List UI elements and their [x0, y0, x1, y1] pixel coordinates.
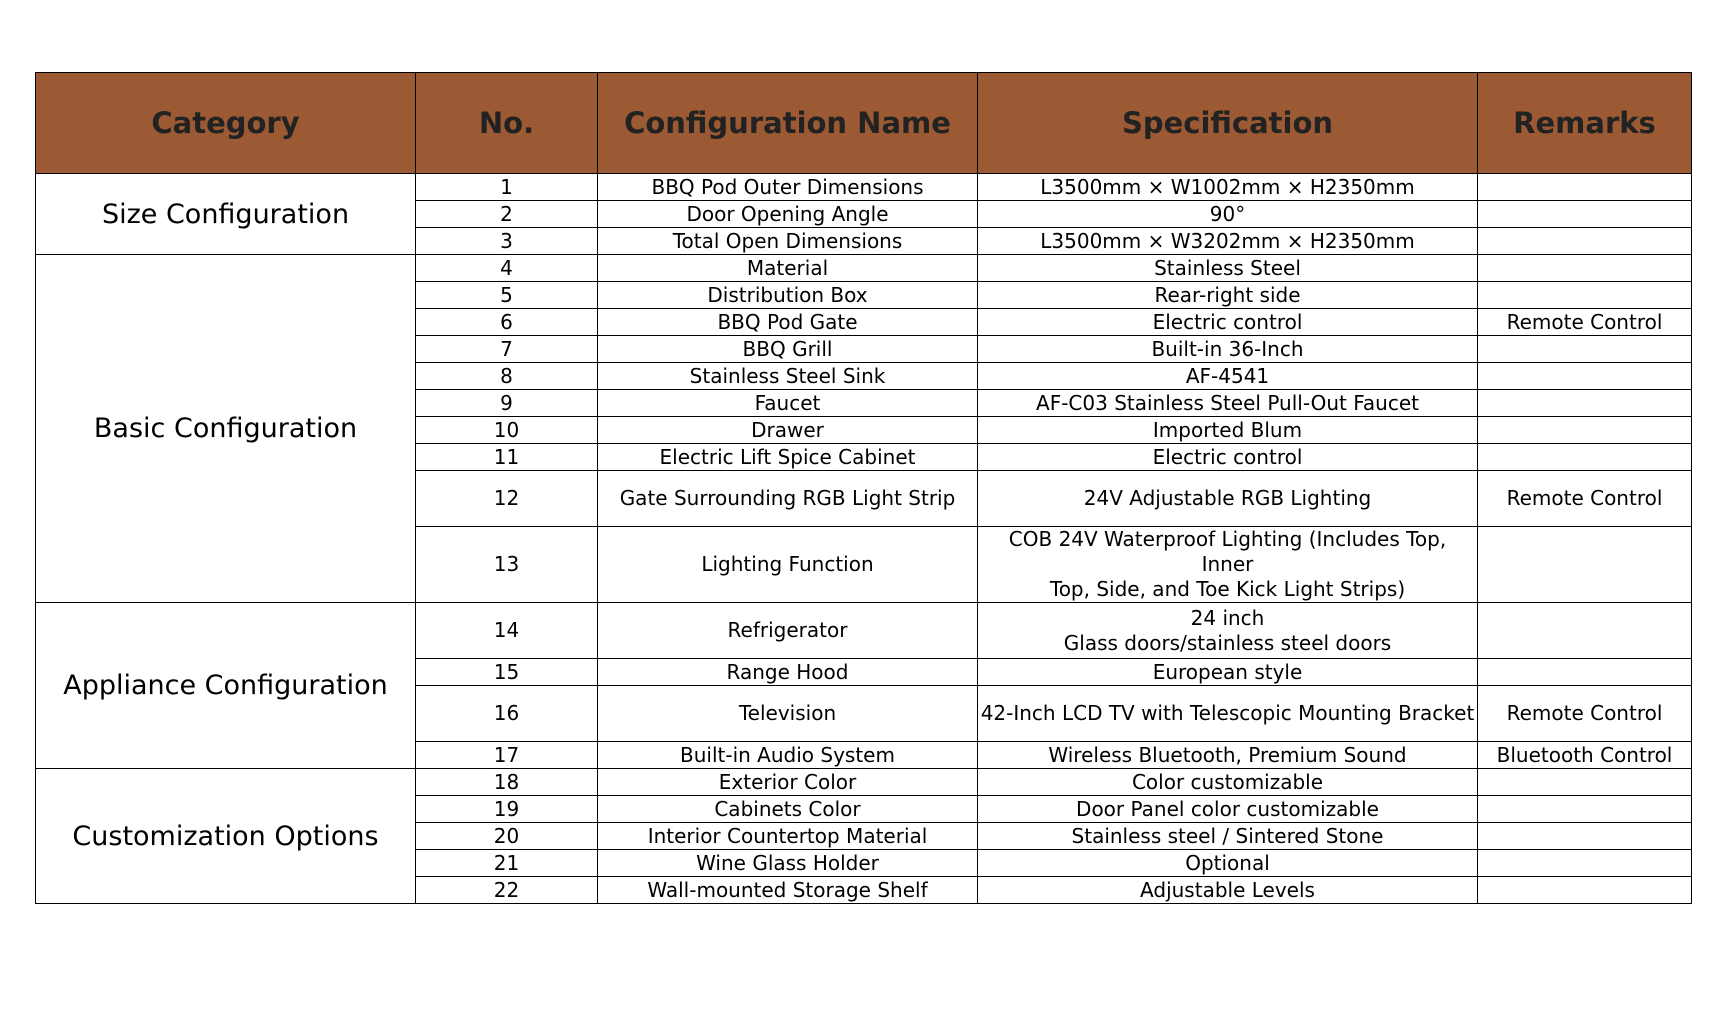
specification-cell: Wireless Bluetooth, Premium Sound: [978, 742, 1478, 769]
remarks-cell: [1478, 174, 1692, 201]
category-cell: Customization Options: [36, 769, 416, 904]
specification-cell: Built-in 36-Inch: [978, 336, 1478, 363]
specification-line-2: Glass doors/stainless steel doors: [1063, 630, 1392, 655]
row-number-cell: 17: [416, 742, 598, 769]
header-specification: Specification: [978, 73, 1478, 174]
row-number-cell: 16: [416, 686, 598, 742]
configuration-name-cell: Interior Countertop Material: [598, 823, 978, 850]
specification-cell: Electric control: [978, 309, 1478, 336]
specification-cell: Stainless Steel: [978, 255, 1478, 282]
row-number-cell: 18: [416, 769, 598, 796]
header-no: No.: [416, 73, 598, 174]
row-number-cell: 20: [416, 823, 598, 850]
category-cell: Size Configuration: [36, 174, 416, 255]
row-number-cell: 7: [416, 336, 598, 363]
category-cell: Basic Configuration: [36, 255, 416, 603]
row-number-cell: 10: [416, 417, 598, 444]
specification-line-2: Top, Side, and Toe Kick Light Strips): [1049, 577, 1406, 601]
remarks-cell: [1478, 255, 1692, 282]
configuration-name-cell: Range Hood: [598, 659, 978, 686]
row-number-cell: 9: [416, 390, 598, 417]
row-number-cell: 3: [416, 228, 598, 255]
row-number-cell: 6: [416, 309, 598, 336]
specification-cell: Optional: [978, 850, 1478, 877]
row-number-cell: 12: [416, 471, 598, 527]
row-number-cell: 5: [416, 282, 598, 309]
table-row: [36, 603, 1692, 659]
configuration-table: [35, 72, 1692, 904]
configuration-name-cell: Faucet: [598, 390, 978, 417]
header-configuration-name: Configuration Name: [598, 73, 978, 174]
specification-cell: L3500mm × W1002mm × H2350mm: [978, 174, 1478, 201]
remarks-cell: [1478, 769, 1692, 796]
row-number-cell: 4: [416, 255, 598, 282]
specification-cell: Color customizable: [978, 769, 1478, 796]
specification-cell: Adjustable Levels: [978, 877, 1478, 904]
configuration-name-cell: Drawer: [598, 417, 978, 444]
specification-cell: Electric control: [978, 444, 1478, 471]
configuration-name-cell: Distribution Box: [598, 282, 978, 309]
row-number-cell: 2: [416, 201, 598, 228]
row-number-cell: 19: [416, 796, 598, 823]
configuration-name-cell: Door Opening Angle: [598, 201, 978, 228]
specification-cell: AF-C03 Stainless Steel Pull-Out Faucet: [978, 390, 1478, 417]
row-number-cell: 14: [416, 603, 598, 659]
specification-cell: [978, 603, 1478, 659]
remarks-cell: [1478, 527, 1692, 603]
remarks-cell: [1478, 336, 1692, 363]
configuration-name-cell: BBQ Pod Gate: [598, 309, 978, 336]
header-category: Category: [36, 73, 416, 174]
configuration-name-cell: Cabinets Color: [598, 796, 978, 823]
table-header: [36, 73, 1692, 174]
table-body: [36, 174, 1692, 904]
configuration-name-cell: Material: [598, 255, 978, 282]
remarks-cell: Remote Control: [1478, 309, 1692, 336]
header-remarks: Remarks: [1478, 73, 1692, 174]
configuration-name-cell: BBQ Grill: [598, 336, 978, 363]
remarks-cell: [1478, 796, 1692, 823]
category-cell: Appliance Configuration: [36, 603, 416, 769]
specification-cell: Imported Blum: [978, 417, 1478, 444]
row-number-cell: 1: [416, 174, 598, 201]
remarks-cell: [1478, 228, 1692, 255]
remarks-cell: [1478, 823, 1692, 850]
specification-line-1: 24 inch: [1190, 605, 1265, 630]
specification-cell: Rear-right side: [978, 282, 1478, 309]
remarks-cell: Remote Control: [1478, 471, 1692, 527]
table-row: [36, 255, 1692, 282]
configuration-name-cell: Gate Surrounding RGB Light Strip: [598, 471, 978, 527]
configuration-name-cell: Lighting Function: [598, 527, 978, 603]
remarks-cell: [1478, 363, 1692, 390]
configuration-name-cell: Built-in Audio System: [598, 742, 978, 769]
specification-cell: AF-4541: [978, 363, 1478, 390]
row-number-cell: 11: [416, 444, 598, 471]
remarks-cell: [1478, 877, 1692, 904]
remarks-cell: [1478, 201, 1692, 228]
specification-cell: [978, 527, 1478, 603]
row-number-cell: 13: [416, 527, 598, 603]
remarks-cell: [1478, 603, 1692, 659]
specification-cell: Stainless steel / Sintered Stone: [978, 823, 1478, 850]
configuration-name-cell: Total Open Dimensions: [598, 228, 978, 255]
configuration-name-cell: Wall-mounted Storage Shelf: [598, 877, 978, 904]
specification-cell: Door Panel color customizable: [978, 796, 1478, 823]
specification-cell: L3500mm × W3202mm × H2350mm: [978, 228, 1478, 255]
remarks-cell: Remote Control: [1478, 686, 1692, 742]
row-number-cell: 15: [416, 659, 598, 686]
configuration-name-cell: Stainless Steel Sink: [598, 363, 978, 390]
table-row: [36, 174, 1692, 201]
configuration-name-cell: Refrigerator: [598, 603, 978, 659]
header-row: [36, 73, 1692, 174]
specification-line-1: COB 24V Waterproof Lighting (Includes Top, Inner: [1008, 527, 1447, 576]
remarks-cell: [1478, 850, 1692, 877]
specification-cell: 90°: [978, 201, 1478, 228]
configuration-name-cell: Television: [598, 686, 978, 742]
remarks-cell: [1478, 417, 1692, 444]
row-number-cell: 22: [416, 877, 598, 904]
row-number-cell: 8: [416, 363, 598, 390]
remarks-cell: [1478, 282, 1692, 309]
configuration-name-cell: Electric Lift Spice Cabinet: [598, 444, 978, 471]
specification-cell: European style: [978, 659, 1478, 686]
configuration-name-cell: Wine Glass Holder: [598, 850, 978, 877]
specification-cell: 24V Adjustable RGB Lighting: [978, 471, 1478, 527]
specification-cell: 42-Inch LCD TV with Telescopic Mounting Bracket: [978, 686, 1478, 742]
remarks-cell: Bluetooth Control: [1478, 742, 1692, 769]
configuration-name-cell: BBQ Pod Outer Dimensions: [598, 174, 978, 201]
remarks-cell: [1478, 444, 1692, 471]
row-number-cell: 21: [416, 850, 598, 877]
remarks-cell: [1478, 659, 1692, 686]
configuration-name-cell: Exterior Color: [598, 769, 978, 796]
remarks-cell: [1478, 390, 1692, 417]
table-row: [36, 769, 1692, 796]
